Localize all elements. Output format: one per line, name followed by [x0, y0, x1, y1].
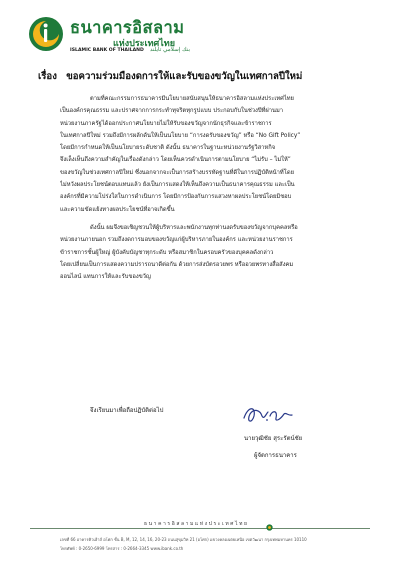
- footer-bank-name: ธนาคารอิสลามแห่งประเทศไทย: [140, 520, 253, 528]
- paragraph-1: [60, 93, 360, 216]
- body-line: ไม่หวังผลประโยชน์ตอบแทนแล้ว ยังเป็นการแสดงให้เห็นถึงความเป็นธนาคารคุณธรรม และเป็น: [60, 182, 295, 189]
- body-line: ดังนั้น ผมจึงขอเชิญชวนให้ผู้บริหารและพนักงานทุกท่านงดรับของขวัญจากบุคคลหรือ: [90, 224, 298, 231]
- body-line: ในเทศกาลปีใหม่ รวมถึงมีการผลักดันให้เป็นนโยบาย “การงดรับของขวัญ” หรือ “No Gift Policy”: [60, 132, 301, 139]
- body-line: องค์กรที่มีความโปร่งใสในการดำเนินการ โดยมีการป้องกันการแสวงหาผลประโยชน์โดยมิชอบ: [60, 194, 292, 201]
- letterhead: [28, 16, 368, 60]
- body-line: หน่วยงานภายนอก รวมถึงงดการมอบของขวัญแก่ผู้บริหารภายในองค์กร และหน่วยงานราชการ: [60, 237, 293, 244]
- footer-address: เลขที่ 66 อาคารคิวเฮ้าส์ อโศก ชั้น B, M, 12, 14, 16, 20-23 ถนนสุขุมวิท 21 (อโศก) แขวงคลองเตยเหนือ เขตวัฒนา กรุงเทพมหานคร 10110: [60, 537, 307, 542]
- footer-contact: โทรศัพท์ : 0-2650-6999 โทรสาร : 0-2664-3345 www.ibank.co.th: [60, 546, 184, 551]
- subject-text: ขอความร่วมมืองดการให้และรับของขวัญในเทศกาลปีใหม่: [66, 71, 303, 82]
- closing-line: จึงเรียนมาเพื่อถือปฏิบัติต่อไป: [90, 407, 164, 414]
- body-line: เป็นองค์กรคุณธรรม และปราศจากการกระทำทุจริตทุกรูปแบบ ประกอบกับในช่วงปีที่ผ่านมา: [60, 108, 284, 115]
- letter-body: [60, 93, 360, 289]
- body-line: ของขวัญในช่วงเทศกาลปีใหม่ ซึ่งนอกจากจะเป็นการสร้างบรรทัดฐานที่ดีในการปฏิบัติหน้าที่โดย: [60, 169, 294, 176]
- letter-subject: [38, 69, 302, 84]
- paragraph-2: [60, 222, 360, 283]
- signer-name: นายวุฒิชัย สุระรัตน์ชัย: [244, 435, 303, 442]
- signer-title: ผู้จัดการธนาคาร: [254, 452, 297, 459]
- bank-name-thai: ธนาคารอิสลาม: [70, 18, 185, 37]
- body-line: ข้าราชการชั้นผู้ใหญ่ ผู้บังคับบัญชาทุกระดับ หรือสมาชิกในครอบครัวของบุคคลดังกล่าว: [60, 249, 274, 256]
- footer-divider: [30, 528, 370, 529]
- body-line: โดยมีการกำหนดให้เป็นนโยบายระดับชาติ ดังนั้น ธนาคารในฐานะหน่วยงานรัฐวิสาหกิจ: [60, 145, 276, 152]
- body-line: หน่วยงานภาครัฐได้ออกประกาศนโยบายไม่ให้รับของขวัญจากนักธุรกิจและข้าราชการ: [60, 120, 272, 127]
- bank-name-thai-sub: แห่งประเทศไทย: [113, 39, 175, 49]
- handwritten-signature-icon: [238, 400, 298, 430]
- bank-name-english: ISLAMIC BANK OF THAILAND: [70, 48, 144, 53]
- footer-logo-icon: [266, 524, 273, 531]
- islamic-bank-logo-icon: [28, 16, 64, 52]
- body-line: จึงเล็งเห็นถึงความสำคัญในเรื่องดังกล่าว โดยเห็นควรดำเนินการตามนโยบาย “ไม่รับ – ไม่ให้”: [60, 157, 291, 164]
- bank-name-arabic: بنك إسلامي تايلند: [150, 47, 191, 53]
- body-line: โดยเปลี่ยนเป็นการแสดงความปรารถนาดีต่อกัน ด้วยการส่งบัตรอวยพร หรืออวยพรทางสื่อสังคม: [60, 261, 294, 268]
- body-line: ออนไลน์ แทนการให้และรับของขวัญ: [60, 274, 151, 281]
- body-line: ตามที่คณะกรรมการธนาคารมีนโยบายสนับสนุนให้ธนาคารอิสลามแห่งประเทศไทย: [90, 96, 294, 102]
- subject-label: เรื่อง: [38, 71, 57, 82]
- body-line: และความขัดแย้งทางผลประโยชน์ที่อาจเกิดขึ้น: [60, 206, 175, 213]
